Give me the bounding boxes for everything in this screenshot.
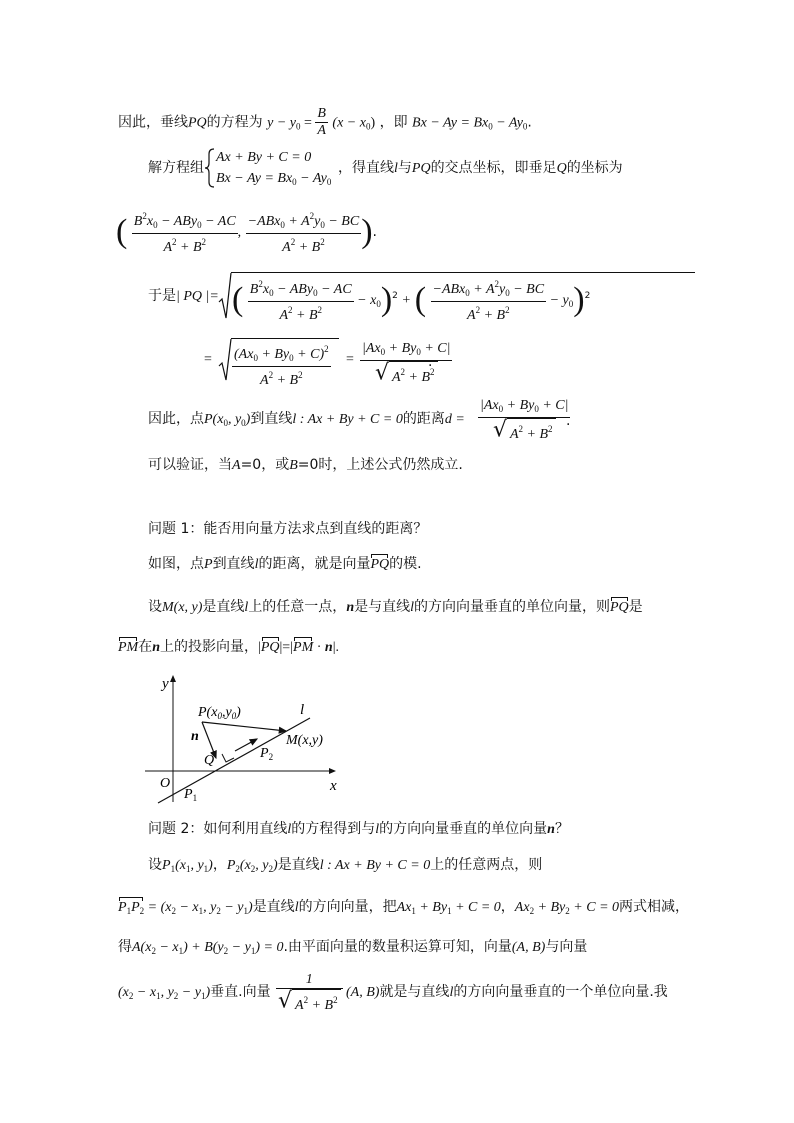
fraction-unit: $\frac{1}{√ A^2 + B^2}$ bbox=[276, 972, 343, 1014]
numerator: B bbox=[317, 106, 326, 121]
math-l: l bbox=[375, 822, 380, 837]
math: Ax bbox=[396, 900, 412, 915]
math: (x bbox=[175, 858, 186, 873]
text: 得 bbox=[118, 939, 132, 955]
math-l: l bbox=[394, 161, 398, 176]
math: − Ay bbox=[492, 115, 523, 131]
question-2 bbox=[148, 819, 569, 840]
text: 设 bbox=[148, 857, 162, 873]
vector-pq: PQ bbox=[610, 598, 629, 618]
paragraph-subtract: 得$A(x_2 - x_1) + B(y_2 - y_1) = 0$.由平面向量的数量积运算可知，向量(A, B)与向量 bbox=[118, 939, 588, 956]
question-1: 问题 1：能否用向量方法求点到直线的距离？ bbox=[148, 521, 428, 537]
text: ， bbox=[500, 899, 515, 915]
foot-coordinates: ( $\frac{B^2x_0 - ABy_0 - AC}{A^2 + B^2}$ , $\frac{-ABx_0 + A^2y_0 - BC}{A^2 + B^2}$ ). bbox=[116, 208, 377, 256]
label-x: x bbox=[330, 778, 337, 794]
radicand bbox=[231, 272, 695, 273]
math: − y bbox=[546, 293, 569, 308]
math: + By bbox=[385, 341, 417, 356]
text: 可以验证，当 bbox=[148, 457, 232, 473]
math: − x bbox=[155, 940, 179, 955]
math: + B bbox=[292, 308, 318, 323]
math: |. bbox=[332, 640, 340, 655]
math: |Ax bbox=[362, 341, 381, 356]
math: , y bbox=[255, 858, 269, 873]
text: 的方向向量垂直的一个单位向量.我 bbox=[453, 984, 668, 1000]
math-n: n bbox=[152, 640, 161, 655]
paragraph-projection bbox=[148, 597, 643, 618]
text: 到直线 bbox=[212, 556, 255, 572]
text: ？ bbox=[554, 821, 569, 837]
math: A bbox=[509, 427, 519, 442]
math: + C = 0 bbox=[451, 900, 501, 915]
paragraph-verify bbox=[148, 455, 463, 476]
math: + B bbox=[295, 240, 321, 255]
math: ) bbox=[248, 900, 253, 915]
math: , y bbox=[160, 985, 174, 1000]
math: P bbox=[131, 900, 140, 915]
math: ) bbox=[205, 985, 211, 1000]
paragraph-two-points: 设$P_1(x_1$, $y_1$)，$P_2(x_2$, $y_2$)是直线l : Ax + By + C = 0上的任意两点，则 bbox=[148, 857, 543, 874]
fraction-squared: $\frac{(Ax_0 + By_0 + C)^2}{A^2 + B^2}$ bbox=[232, 341, 331, 389]
math: (x − x bbox=[332, 115, 366, 131]
math: − x bbox=[133, 985, 157, 1000]
math: A bbox=[467, 308, 476, 323]
math: y bbox=[314, 214, 321, 229]
math: , y bbox=[203, 900, 217, 915]
math: + C| bbox=[538, 398, 569, 413]
text: . bbox=[428, 354, 433, 370]
label-n: n bbox=[191, 729, 199, 744]
math: , y bbox=[227, 412, 242, 427]
math: = bbox=[204, 352, 212, 367]
math: + By bbox=[257, 347, 290, 362]
radical-icon bbox=[218, 272, 232, 320]
text: . bbox=[566, 413, 571, 429]
vector-pq: PQ bbox=[261, 638, 280, 658]
label-q: Q bbox=[204, 753, 215, 768]
math: + By bbox=[534, 900, 566, 915]
math: + B bbox=[523, 427, 549, 442]
math: (x bbox=[239, 858, 251, 873]
label-p: $P(x_0,y_0)$ bbox=[198, 705, 241, 721]
text: 解方程组 bbox=[148, 160, 204, 176]
math: + B bbox=[273, 373, 299, 388]
math-n: n bbox=[547, 822, 555, 837]
math: P bbox=[162, 858, 171, 873]
label-p1: $P_1$ bbox=[184, 787, 198, 803]
text: 的方向向量垂直的单位向量 bbox=[379, 821, 548, 837]
math: Bx − Ay = Bx bbox=[412, 115, 489, 131]
text: 是直线 bbox=[277, 857, 320, 873]
math: ) bbox=[245, 412, 251, 427]
text: 的坐标为 bbox=[566, 160, 623, 176]
math: − y bbox=[220, 900, 244, 915]
math: + By bbox=[415, 900, 448, 915]
math: = bbox=[346, 352, 354, 367]
math: + C = 0 bbox=[569, 900, 620, 915]
right-angle-mark bbox=[222, 754, 234, 762]
text: 的模. bbox=[389, 556, 422, 572]
math: ) bbox=[208, 858, 213, 873]
math: (x bbox=[118, 985, 129, 1000]
math: A bbox=[279, 308, 288, 323]
text: 就是与直线 bbox=[379, 984, 450, 1000]
text: 与向量 bbox=[545, 939, 588, 955]
math-vector-ab: (A, B) bbox=[346, 985, 380, 1000]
math: + C) bbox=[293, 347, 325, 362]
math: −ABx bbox=[432, 282, 466, 297]
math: − y bbox=[228, 940, 251, 955]
math: = bbox=[300, 115, 316, 131]
radical-icon bbox=[218, 338, 232, 382]
math: − x bbox=[175, 900, 199, 915]
math: + B bbox=[405, 370, 431, 385]
math: ) bbox=[370, 115, 376, 131]
math-n: n bbox=[324, 640, 333, 655]
text: 的交点坐标，即垂足 bbox=[430, 160, 557, 176]
math: + By bbox=[503, 398, 535, 413]
text: 与 bbox=[397, 160, 412, 176]
math: Ax bbox=[514, 900, 530, 915]
text: =0，或 bbox=[240, 457, 290, 473]
text: 垂直.向量 bbox=[210, 984, 271, 1000]
math: A bbox=[260, 373, 269, 388]
math: ) bbox=[273, 858, 278, 873]
math: − x bbox=[353, 293, 377, 308]
label-o: O bbox=[160, 776, 171, 791]
math: A bbox=[295, 998, 304, 1013]
math: − AC bbox=[201, 214, 236, 229]
math: + C| bbox=[420, 341, 451, 356]
text: 的方向向量，把 bbox=[298, 899, 397, 915]
math-l: l bbox=[287, 822, 292, 837]
text: 因此，点 bbox=[148, 411, 204, 427]
math: B bbox=[249, 282, 259, 297]
math: x bbox=[146, 214, 154, 229]
numerator: 1 bbox=[276, 972, 343, 989]
math: · bbox=[313, 640, 325, 655]
math: + B bbox=[480, 308, 506, 323]
label-p2: $P_2$ bbox=[260, 746, 274, 762]
text: 是 bbox=[628, 599, 643, 615]
geometry-figure bbox=[140, 670, 360, 810]
math-pq: PQ bbox=[411, 161, 431, 176]
text: 是直线 bbox=[252, 899, 295, 915]
vector-pm: PM bbox=[293, 638, 313, 658]
fraction-distance: $\frac{|Ax_0 + By_0 + C|}{√ A^2 + B^2}$ bbox=[480, 398, 569, 443]
math-n: n bbox=[346, 600, 355, 615]
math: = (x bbox=[144, 900, 172, 915]
brace-icon bbox=[204, 148, 216, 188]
label-m: M(x,y) bbox=[286, 733, 323, 748]
math: y bbox=[499, 282, 506, 297]
vector-p1p2: $P_1P_2$ bbox=[118, 898, 144, 921]
fraction-x: $\frac{B^2x_0 - ABy_0 - AC}{A^2 + B^2}$ bbox=[132, 208, 238, 256]
math-pq: PQ bbox=[188, 115, 207, 131]
vector-pm: PM bbox=[118, 638, 138, 658]
math-a: A bbox=[232, 458, 241, 473]
text: 问题 2：如何利用直线 bbox=[148, 821, 288, 837]
line-l bbox=[158, 718, 310, 803]
math-l: l bbox=[410, 600, 414, 615]
fraction-x: $\frac{B^2x_0 - ABy_0 - AC}{A^2 + B^2}$ bbox=[248, 276, 354, 324]
text: .由平面向量的数量积运算可知，向量 bbox=[283, 939, 512, 955]
math: A(x bbox=[132, 940, 152, 955]
math: − BC bbox=[324, 214, 360, 229]
math: (Ax bbox=[234, 347, 254, 362]
text: 是与直线 bbox=[354, 599, 411, 615]
text: 因此，垂线 bbox=[118, 114, 188, 131]
vector-pq: PQ bbox=[370, 555, 389, 575]
text: ，得直线 bbox=[338, 160, 394, 176]
math: A bbox=[163, 240, 172, 255]
text: =0时，上述公式仍然成立. bbox=[297, 457, 463, 473]
text: 如图，点 bbox=[148, 556, 204, 572]
text: ，即 bbox=[379, 114, 408, 131]
math-abs-pq: | PQ |= bbox=[176, 289, 219, 304]
math: A bbox=[391, 370, 401, 385]
math: + B bbox=[176, 240, 202, 255]
math: y − y bbox=[267, 115, 296, 131]
math: A bbox=[282, 240, 291, 255]
math: |=| bbox=[279, 640, 294, 655]
paragraph-projection-2 bbox=[118, 637, 339, 658]
vector-pm-arrow bbox=[202, 722, 286, 731]
math-line-equation: l : Ax + By + C = 0 bbox=[319, 858, 431, 873]
math: , y bbox=[190, 858, 204, 873]
text: 是直线 bbox=[202, 599, 245, 615]
fraction-y: $\frac{-ABx_0 + A^2y_0 - BC}{A^2 + B^2}$ bbox=[246, 208, 362, 256]
math: B bbox=[133, 214, 143, 229]
equation-row-1: Ax + By + C = 0 bbox=[216, 150, 312, 165]
text: 上的任意一点， bbox=[248, 599, 347, 615]
math: P(x bbox=[204, 412, 224, 427]
fraction-y: $\frac{-ABx_0 + A^2y_0 - BC}{A^2 + B^2}$ bbox=[431, 276, 547, 324]
paragraph-direction-vector: $P_1P_2 = (x_2 - x_1$, $y_2 - y_1$)是直线l的方向向量，把$Ax_1 + By_1 + C = 0$，$Ax_2 + By_2 + C = 0$两式相减， bbox=[118, 897, 689, 921]
text: 上的任意两点，则 bbox=[430, 857, 543, 873]
paragraph-figure-intro bbox=[148, 554, 422, 575]
text: 的方向向量垂直的单位向量，则 bbox=[414, 599, 610, 615]
math-q: Q bbox=[556, 161, 567, 176]
text: 的距离 bbox=[402, 411, 445, 427]
math: − y bbox=[178, 985, 201, 1000]
text: 设 bbox=[148, 599, 162, 615]
math: | bbox=[258, 640, 261, 655]
math: P bbox=[118, 900, 127, 915]
math: P bbox=[226, 858, 236, 873]
label-l: l bbox=[300, 702, 305, 718]
math: − AC bbox=[317, 282, 352, 297]
text: 的距离，就是向量 bbox=[258, 556, 371, 572]
label-y: y bbox=[162, 676, 169, 692]
math: |Ax bbox=[480, 398, 499, 413]
math-b: B bbox=[289, 458, 298, 473]
math-l: l bbox=[294, 900, 299, 915]
equation-row-2: Bx − Ay = Bx bbox=[216, 171, 293, 186]
math-vector-ab: (A, B) bbox=[511, 940, 546, 955]
text: 两式相减， bbox=[619, 899, 690, 915]
math: + B bbox=[308, 998, 334, 1013]
fraction-b-over-a bbox=[315, 106, 328, 139]
math-m: M(x, y) bbox=[162, 600, 203, 615]
text: 于是 bbox=[148, 288, 176, 304]
math-p: P bbox=[204, 557, 213, 572]
text: 上的投影向量， bbox=[160, 639, 259, 655]
math: − ABy bbox=[157, 214, 198, 229]
math: − BC bbox=[509, 282, 545, 297]
math: − Ay bbox=[296, 171, 327, 186]
math: + A bbox=[284, 214, 310, 229]
text: . bbox=[527, 114, 532, 131]
math-l: l bbox=[449, 985, 454, 1000]
math-l: l bbox=[244, 600, 249, 615]
paragraph-perpendicular-equation: 因此，垂线PQ的方程为 $y - y_0$ = $\frac{B}{A}$ $(x - x_0)$ ，即 $Bx - Ay = Bx_0 - Ay_0$. bbox=[118, 106, 532, 138]
math: − ABy bbox=[273, 282, 314, 297]
text: 的方程得到与 bbox=[291, 821, 376, 837]
math: x bbox=[262, 282, 270, 297]
denominator: A bbox=[317, 123, 326, 138]
math: −ABx bbox=[247, 214, 281, 229]
math: d = bbox=[444, 412, 465, 427]
text: ， bbox=[212, 857, 227, 873]
fraction-abs: $\frac{|Ax_0 + By_0 + C|}{√ A^2 + B^2}$ bbox=[362, 341, 451, 386]
math-line-equation: l : Ax + By + C = 0 bbox=[292, 412, 403, 427]
math: ) = 0 bbox=[255, 940, 284, 955]
text: 在 bbox=[138, 639, 153, 655]
math: + A bbox=[469, 282, 495, 297]
text: . bbox=[372, 224, 377, 240]
math-l: l bbox=[254, 557, 259, 572]
text: 到直线 bbox=[250, 411, 293, 427]
math: ) + B(y bbox=[183, 940, 224, 955]
text: 的方程为 bbox=[206, 114, 263, 131]
